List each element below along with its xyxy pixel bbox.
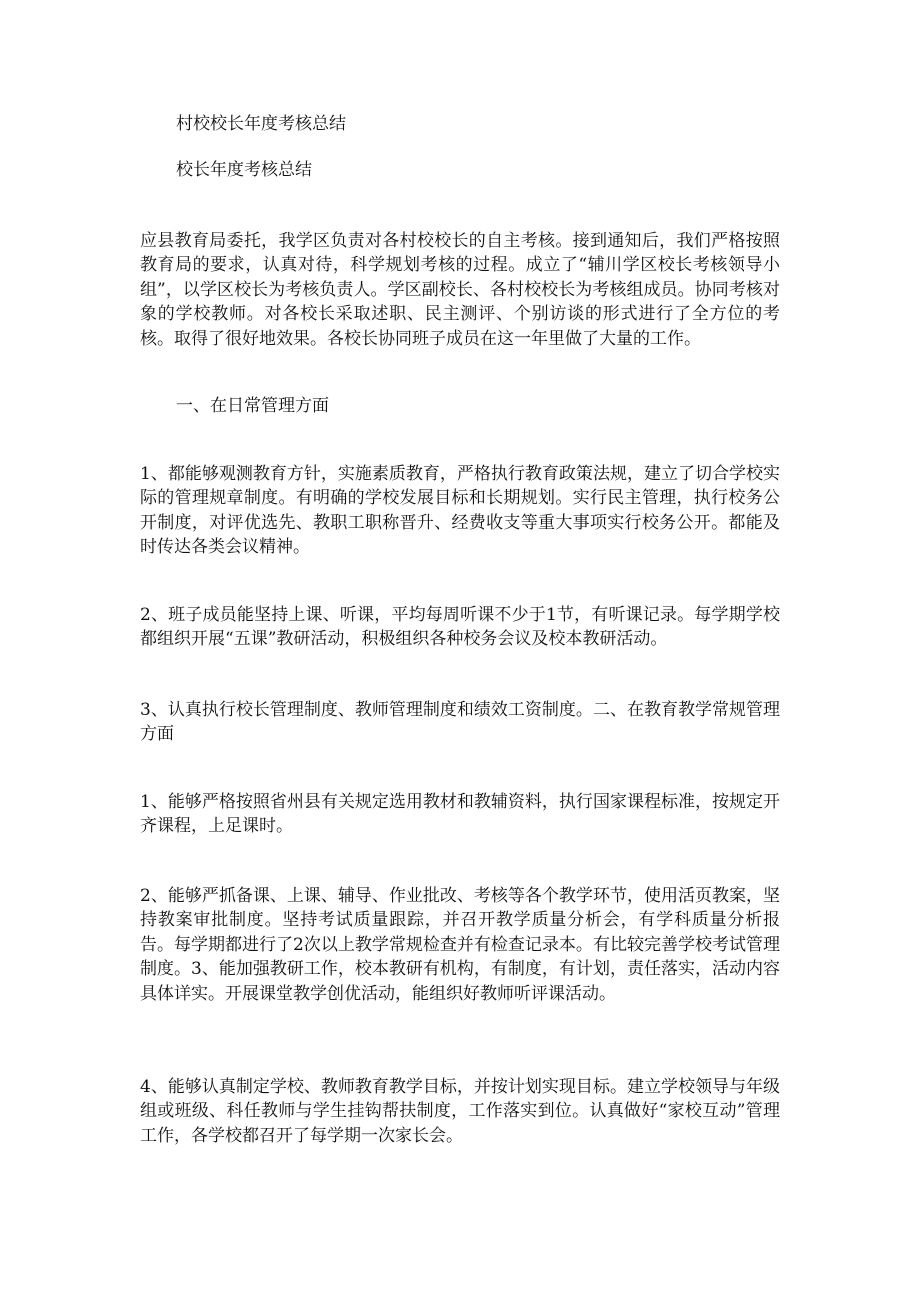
intro-paragraph: 应县教育局委托，我学区负责对各村校校长的自主考核。接到通知后，我们严格按照教育局的要求，认真对待，科学规划考核的过程。成立了“辅川学区校长考核领导小组”，以学区校长为考核负责人。学区副校长、各村校校长为考核组成员。协同考核对象的学校教师。对各校长采取述职、民主测评、个别访谈的形式进行了全方位的考核。取得了很好地效果。各校长协同班子成员在这一年里做了大量的工作。 <box>140 231 780 349</box>
paragraph-1: 1、都能够观测教育方针，实施素质教育，严格执行教育政策法规，建立了切合学校实际的管理规章制度。有明确的学校发展目标和长期规划。实行民主管理，执行校务公开制度，对评优选先、教职工职称晋升、经费收支等重大事项实行校务公开。都能及时传达各类会议精神。 <box>140 464 780 558</box>
section-heading-daily-management: 一、在日常管理方面 <box>176 396 329 416</box>
document-title: 村校校长年度考核总结 <box>176 114 346 134</box>
paragraph-3: 3、认真执行校长管理制度、教师管理制度和绩效工资制度。二、在教育教学常规管理方面 <box>140 700 780 745</box>
paragraph-6: 4、能够认真制定学校、教师教育教学目标，并按计划实现目标。建立学校领导与年级组或班级、科任教师与学生挂钩帮扶制度，工作落实到位。认真做好“家校互动”管理工作，各学校都召开了每学期一次家长会。 <box>140 1077 780 1146</box>
paragraph-5: 2、能够严抓备课、上课、辅导、作业批改、考核等各个教学环节，使用活页教案，坚持教案审批制度。坚持考试质量跟踪，并召开教学质量分析会，有学科质量分析报告。每学期都进行了2次以上教学常规检查并有检查记录本。有比较完善学校考试管理制度。3、能加强教研工作，校本教研有机构，有制度，有计划，责任落实，活动内容具体详实。开展课堂教学创优活动，能组织好教师听评课活动。 <box>140 886 780 1004</box>
paragraph-4: 1、能够严格按照省州县有关规定选用教材和教辅资料，执行国家课程标准，按规定开齐课程，上足课时。 <box>140 792 780 837</box>
document-subtitle: 校长年度考核总结 <box>176 160 312 180</box>
paragraph-2: 2、班子成员能坚持上课、听课，平均每周听课不少于1节，有听课记录。每学期学校都组织开展“五课”教研活动，积极组织各种校务会议及校本教研活动。 <box>140 605 780 650</box>
